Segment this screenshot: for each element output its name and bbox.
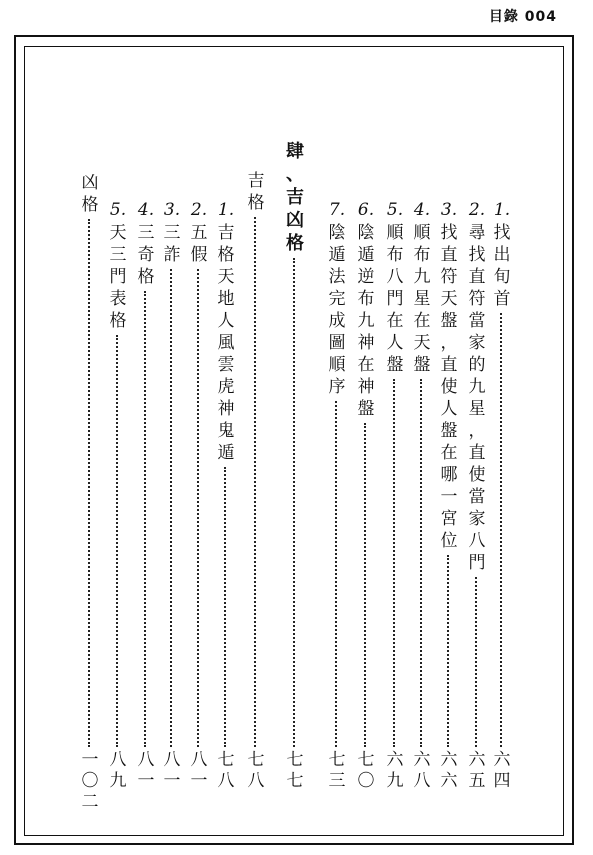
toc-entry-number: 5. [109, 200, 127, 220]
toc-leader-dots [335, 401, 339, 747]
toc-entry[interactable] [244, 170, 268, 830]
toc-entry-title: 五 假 [190, 223, 208, 265]
toc-entry[interactable] [134, 200, 158, 830]
toc-entry-title: 找 直 符 天 盤 ， 直 使 人 盤 在 哪 一 宮 位 [440, 223, 458, 551]
toc-entry-number: 3. [163, 200, 181, 220]
toc-entry[interactable] [437, 200, 461, 830]
toc-entry-page: 六 六 [440, 750, 458, 791]
toc-entry-title: 肆 、 吉 凶 格 [286, 141, 304, 254]
toc-leader-dots [420, 379, 424, 747]
toc-entry-number: 3. [440, 200, 458, 220]
toc-entry-number: 5. [386, 200, 404, 220]
toc-entry[interactable] [354, 200, 378, 830]
toc-entry-page: 七 八 [217, 750, 235, 791]
toc-entry-page: 六 四 [493, 750, 511, 791]
toc-entry[interactable] [160, 200, 184, 830]
toc-leader-dots [293, 258, 297, 747]
toc-entry-page: 八 一 [163, 750, 181, 791]
toc-entry-number: 2. [190, 200, 208, 220]
toc-entry-title: 順 布 九 星 在 天 盤 [413, 223, 431, 375]
toc-entry-page: 六 九 [386, 750, 404, 791]
toc-leader-dots [475, 577, 479, 747]
toc-leader-dots [364, 423, 368, 747]
toc-entry-title: 尋 找 直 符 當 家 的 九 星 ， 直 使 當 家 八 門 [468, 223, 486, 573]
toc-entry[interactable] [383, 200, 407, 830]
toc-entry-page: 七 七 [286, 750, 304, 791]
toc-entry-title: 順 布 八 門 在 人 盤 [386, 223, 404, 375]
toc-entry[interactable] [410, 200, 434, 830]
toc-entry[interactable] [214, 200, 238, 830]
toc-entry-page: 八 九 [109, 750, 127, 791]
toc-entry-title: 吉 格 [247, 171, 265, 213]
toc-leader-dots [116, 335, 120, 747]
toc-leader-dots [224, 467, 228, 747]
toc-entry[interactable] [187, 200, 211, 830]
toc-entry-page: 八 一 [190, 750, 208, 791]
toc-entry-page: 七 八 [247, 750, 265, 791]
toc-leader-dots [393, 379, 397, 747]
toc-entry[interactable] [490, 200, 514, 830]
toc-entry-page: 八 一 [137, 750, 155, 791]
toc-entry-number: 7. [328, 200, 346, 220]
toc-entry-title: 天 三 門 表 格 [109, 223, 127, 331]
toc-entry[interactable] [78, 172, 102, 830]
toc-entry[interactable] [283, 140, 307, 830]
toc-leader-dots [197, 269, 201, 747]
toc-entry-page: 七 〇 [357, 750, 375, 791]
toc-entry-title: 凶 格 [81, 173, 99, 215]
toc-entry-number: 2. [468, 200, 486, 220]
toc-entry[interactable] [465, 200, 489, 830]
toc-entry-number: 4. [413, 200, 431, 220]
toc-entry[interactable] [106, 200, 130, 830]
toc-entry-title: 找 出 旬 首 [493, 223, 511, 309]
toc-entry-page: 七 三 [328, 750, 346, 791]
toc-entry[interactable] [325, 200, 349, 830]
toc-leader-dots [254, 217, 258, 747]
header-title: 目錄 [488, 9, 519, 25]
toc-leader-dots [88, 219, 92, 747]
toc-entry-number: 6. [357, 200, 375, 220]
toc-entry-title: 三 奇 格 [137, 223, 155, 287]
toc-entry-page: 六 八 [413, 750, 431, 791]
toc-entry-number: 4. [137, 200, 155, 220]
toc-entry-page: 一 〇 二 [81, 750, 99, 812]
toc-entry-title: 三 詐 [163, 223, 181, 265]
toc-entry-number: 1. [493, 200, 511, 220]
toc-leader-dots [170, 269, 174, 747]
toc-leader-dots [447, 555, 451, 747]
toc-entry-page: 六 五 [468, 750, 486, 791]
toc-leader-dots [144, 291, 148, 747]
toc-entry-title: 陰 遁 逆 布 九 神 在 神 盤 [357, 223, 375, 419]
toc-entry-title: 吉 格 天 地 人 風 雲 虎 神 鬼 遁 [217, 223, 235, 463]
toc-entry-title: 陰 遁 法 完 成 圖 順 序 [328, 223, 346, 397]
page-header [489, 6, 557, 26]
toc-entry-number: 1. [217, 200, 235, 220]
toc-leader-dots [500, 313, 504, 747]
header-page-number: 004 [524, 9, 557, 25]
